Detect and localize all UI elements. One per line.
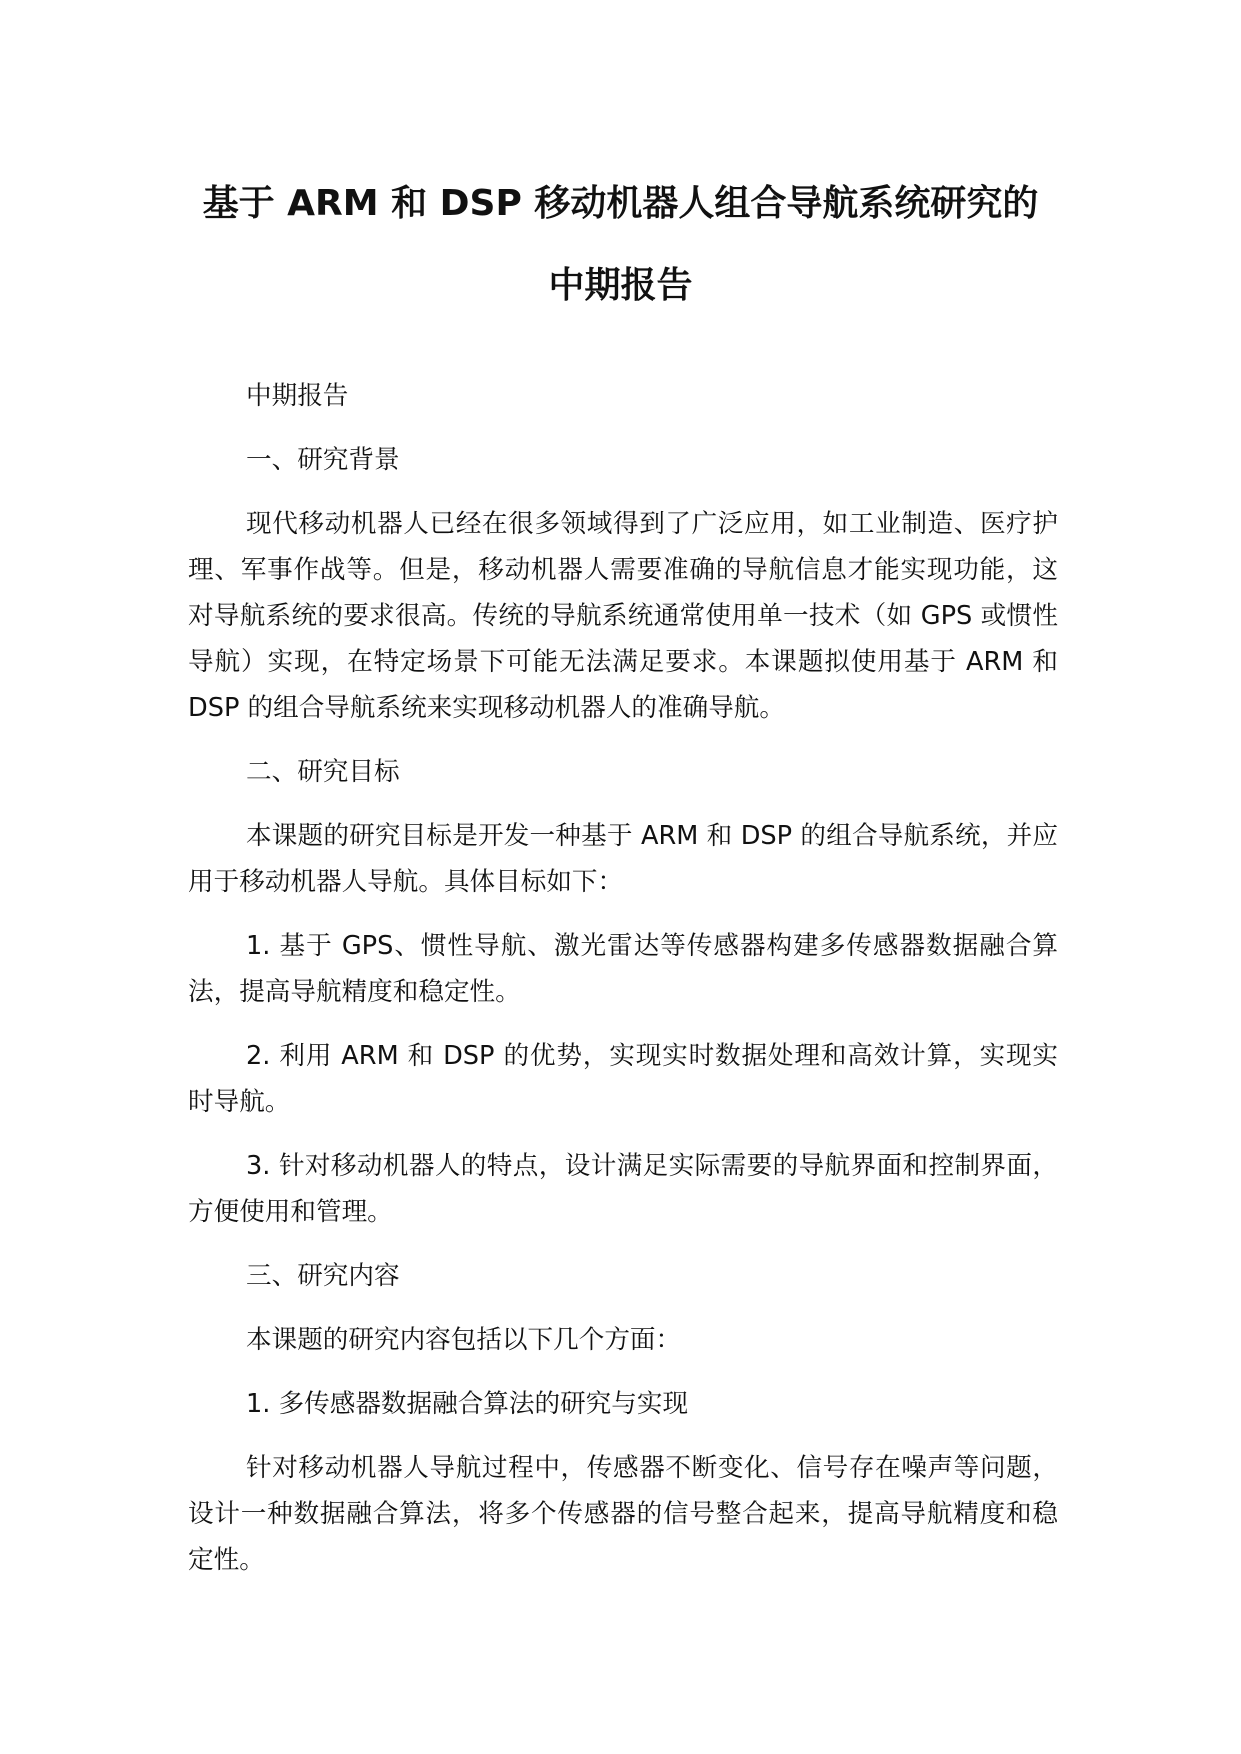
heading-research-goals: 二、研究目标 [246, 757, 400, 787]
heading-research-content: 三、研究内容 [246, 1261, 400, 1291]
goal-item-2: 2. 利用 ARM 和 DSP 的优势，实现实时数据处理和高效计算，实现实时导航。 [188, 1041, 1058, 1117]
document-title-line-1: 基于 ARM 和 DSP 移动机器人组合导航系统研究的 [202, 183, 1039, 224]
paragraph-content-intro: 本课题的研究内容包括以下几个方面： [246, 1325, 682, 1355]
heading-research-background: 一、研究背景 [246, 445, 400, 475]
paragraph-goals-intro: 本课题的研究目标是开发一种基于 ARM 和 DSP 的组合导航系统，并应用于移动机器人导航。具体目标如下： [188, 821, 1058, 897]
goal-item-3: 3. 针对移动机器人的特点，设计满足实际需要的导航界面和控制界面，方便使用和管理。 [188, 1151, 1058, 1227]
document-title-line-2: 中期报告 [548, 265, 693, 306]
goal-item-1: 1. 基于 GPS、惯性导航、激光雷达等传感器构建多传感器数据融合算法，提高导航精度和稳定性。 [188, 931, 1058, 1007]
document-body [188, 373, 1058, 1601]
section-label-midterm-report: 中期报告 [246, 381, 349, 411]
paragraph-background: 现代移动机器人已经在很多领域得到了广泛应用，如工业制造、医疗护理、军事作战等。但是，移动机器人需要准确的导航信息才能实现功能，这对导航系统的要求很高。传统的导航系统通常使用单一技术（如 GPS 或惯性导航）实现，在特定场景下可能无法满足要求。本课题拟使用基于 ARM 和 DSP 的组合导航系统来实现移动机器人的准确导航。 [188, 509, 1058, 723]
paragraph-content-item-1: 针对移动机器人导航过程中，传感器不断变化、信号存在噪声等问题，设计一种数据融合算法，将多个传感器的信号整合起来，提高导航精度和稳定性。 [188, 1453, 1058, 1575]
content-item-1-heading: 1. 多传感器数据融合算法的研究与实现 [246, 1389, 689, 1419]
